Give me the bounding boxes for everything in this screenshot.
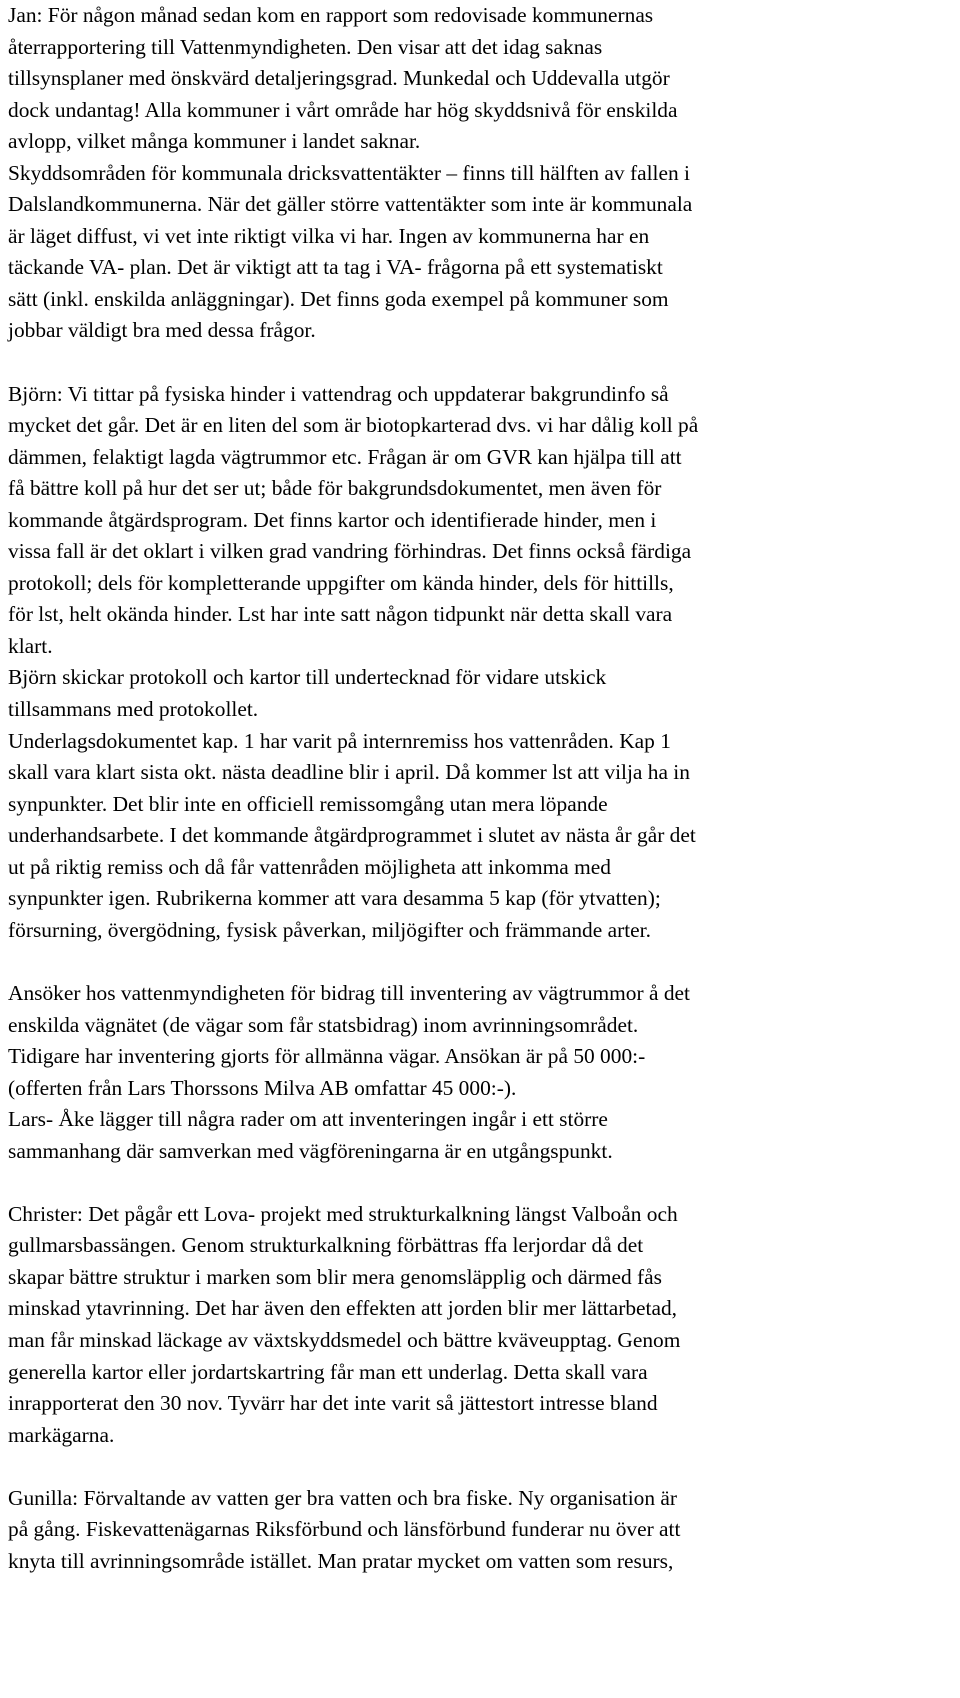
paragraph-christer — [8, 1199, 956, 1451]
text-line: dämmen, felaktigt lagda vägtrummor etc. Frågan är om GVR kan hjälpa till att — [8, 444, 682, 469]
paragraph-gunilla — [8, 1483, 956, 1578]
text-line: skall vara klart sista okt. nästa deadline blir i april. Då kommer lst att vilja ha in — [8, 760, 690, 785]
text-line: klart. — [8, 633, 53, 658]
text-line: Lars- Åke lägger till några rader om att inventeringen ingår i ett större — [8, 1107, 608, 1132]
paragraph-spacer — [8, 1167, 956, 1199]
text-line: synpunkter igen. Rubrikerna kommer att vara desamma 5 kap (för ytvatten); — [8, 886, 661, 911]
text-line: gullmarsbassängen. Genom strukturkalkning förbättras ffa lerjordar då det — [8, 1233, 644, 1258]
paragraph-ansoker — [8, 978, 956, 1167]
text-line: avlopp, vilket många kommuner i landet saknar. — [8, 129, 421, 154]
text-line: synpunkter. Det blir inte en officiell remissomgång utan mera löpande — [8, 791, 608, 816]
text-line: enskilda vägnätet (de vägar som får statsbidrag) inom avrinningsområdet. — [8, 1012, 639, 1037]
text-line: mycket det går. Det är en liten del som är biotopkarterad dvs. vi har dålig koll på — [8, 413, 699, 438]
text-line: tillsammans med protokollet. — [8, 697, 259, 722]
text-line: Jan: För någon månad sedan kom en rapport som redovisade kommunernas — [8, 3, 654, 27]
text-line: återrapportering till Vattenmyndigheten. Den visar att det idag saknas — [8, 34, 603, 59]
text-line: på gång. Fiskevattenägarnas Riksförbund och länsförbund funderar nu över att — [8, 1517, 681, 1542]
text-line: inrapporterat den 30 nov. Tyvärr har det inte varit så jättestort intresse bland — [8, 1391, 658, 1416]
text-line: man får minskad läckage av växtskyddsmedel och bättre kväveupptag. Genom — [8, 1327, 681, 1352]
text-line: generella kartor eller jordartskartring får man ett underlag. Detta skall vara — [8, 1359, 648, 1384]
paragraph-spacer — [8, 1451, 956, 1483]
text-line: underhandsarbete. I det kommande åtgärdprogrammet i slutet av nästa år går det — [8, 823, 696, 848]
text-line: markägarna. — [8, 1422, 115, 1447]
text-line: är läget diffust, vi vet inte riktigt vilka vi har. Ingen av kommunerna har en — [8, 223, 650, 248]
text-line: knyta till avrinningsområde istället. Man pratar mycket om vatten som resurs, — [8, 1548, 674, 1573]
text-line: minskad ytavrinning. Det har även den effekten att jorden blir mer lättarbetad, — [8, 1296, 678, 1321]
paragraph-jan — [8, 0, 956, 347]
paragraph-bjorn — [8, 379, 956, 947]
text-line: skapar bättre struktur i marken som blir mera genomsläpplig och därmed fås — [8, 1264, 663, 1289]
text-line: vissa fall är det oklart i vilken grad vandring förhindras. Det finns också färdiga — [8, 539, 692, 564]
text-line: Ansöker hos vattenmyndigheten för bidrag till inventering av vägtrummor å det — [8, 980, 690, 1005]
text-line: Tidigare har inventering gjorts för allmänna vägar. Ansökan är på 50 000:- — [8, 1044, 646, 1069]
text-line: Skyddsområden för kommunala dricksvattentäkter – finns till hälften av fallen i — [8, 160, 690, 185]
text-line: Gunilla: Förvaltande av vatten ger bra vatten och bra fiske. Ny organisation är — [8, 1485, 678, 1510]
document-page — [8, 0, 956, 1577]
text-line: sätt (inkl. enskilda anläggningar). Det finns goda exempel på kommuner som — [8, 286, 669, 311]
text-line: Björn: Vi tittar på fysiska hinder i vattendrag och uppdaterar bakgrundinfo så — [8, 381, 669, 406]
text-line: Underlagsdokumentet kap. 1 har varit på internremiss hos vattenråden. Kap 1 — [8, 728, 671, 753]
text-line: få bättre koll på hur det ser ut; både för bakgrundsdokumentet, men även för — [8, 476, 662, 501]
text-line: jobbar väldigt bra med dessa frågor. — [8, 318, 316, 343]
paragraph-spacer — [8, 347, 956, 379]
text-line: dock undantag! Alla kommuner i vårt område har hög skyddsnivå för enskilda — [8, 97, 678, 122]
text-line: sammanhang där samverkan med vägföreningarna är en utgångspunkt. — [8, 1138, 613, 1163]
text-line: kommande åtgärdsprogram. Det finns kartor och identifierade hinder, men i — [8, 507, 657, 532]
text-line: Björn skickar protokoll och kartor till undertecknad för vidare utskick — [8, 665, 607, 690]
text-line: protokoll; dels för kompletterande uppgifter om kända hinder, dels för hittills, — [8, 570, 674, 595]
text-line: (offerten från Lars Thorssons Milva AB omfattar 45 000:-). — [8, 1075, 517, 1100]
text-line: täckande VA- plan. Det är viktigt att ta tag i VA- frågorna på ett systematiskt — [8, 255, 663, 280]
text-line: tillsynsplaner med önskvärd detaljeringsgrad. Munkedal och Uddevalla utgör — [8, 66, 670, 91]
text-line: för lst, helt okända hinder. Lst har inte satt någon tidpunkt när detta skall vara — [8, 602, 673, 627]
text-line: ut på riktig remiss och då får vattenråden möjligheta att inkomma med — [8, 854, 611, 879]
paragraph-spacer — [8, 946, 956, 978]
text-line: Dalslandkommunerna. När det gäller större vattentäkter som inte är kommunala — [8, 192, 693, 217]
text-line: försurning, övergödning, fysisk påverkan, miljögifter och främmande arter. — [8, 917, 651, 942]
text-line: Christer: Det pågår ett Lova- projekt med strukturkalkning längst Valboån och — [8, 1201, 678, 1226]
